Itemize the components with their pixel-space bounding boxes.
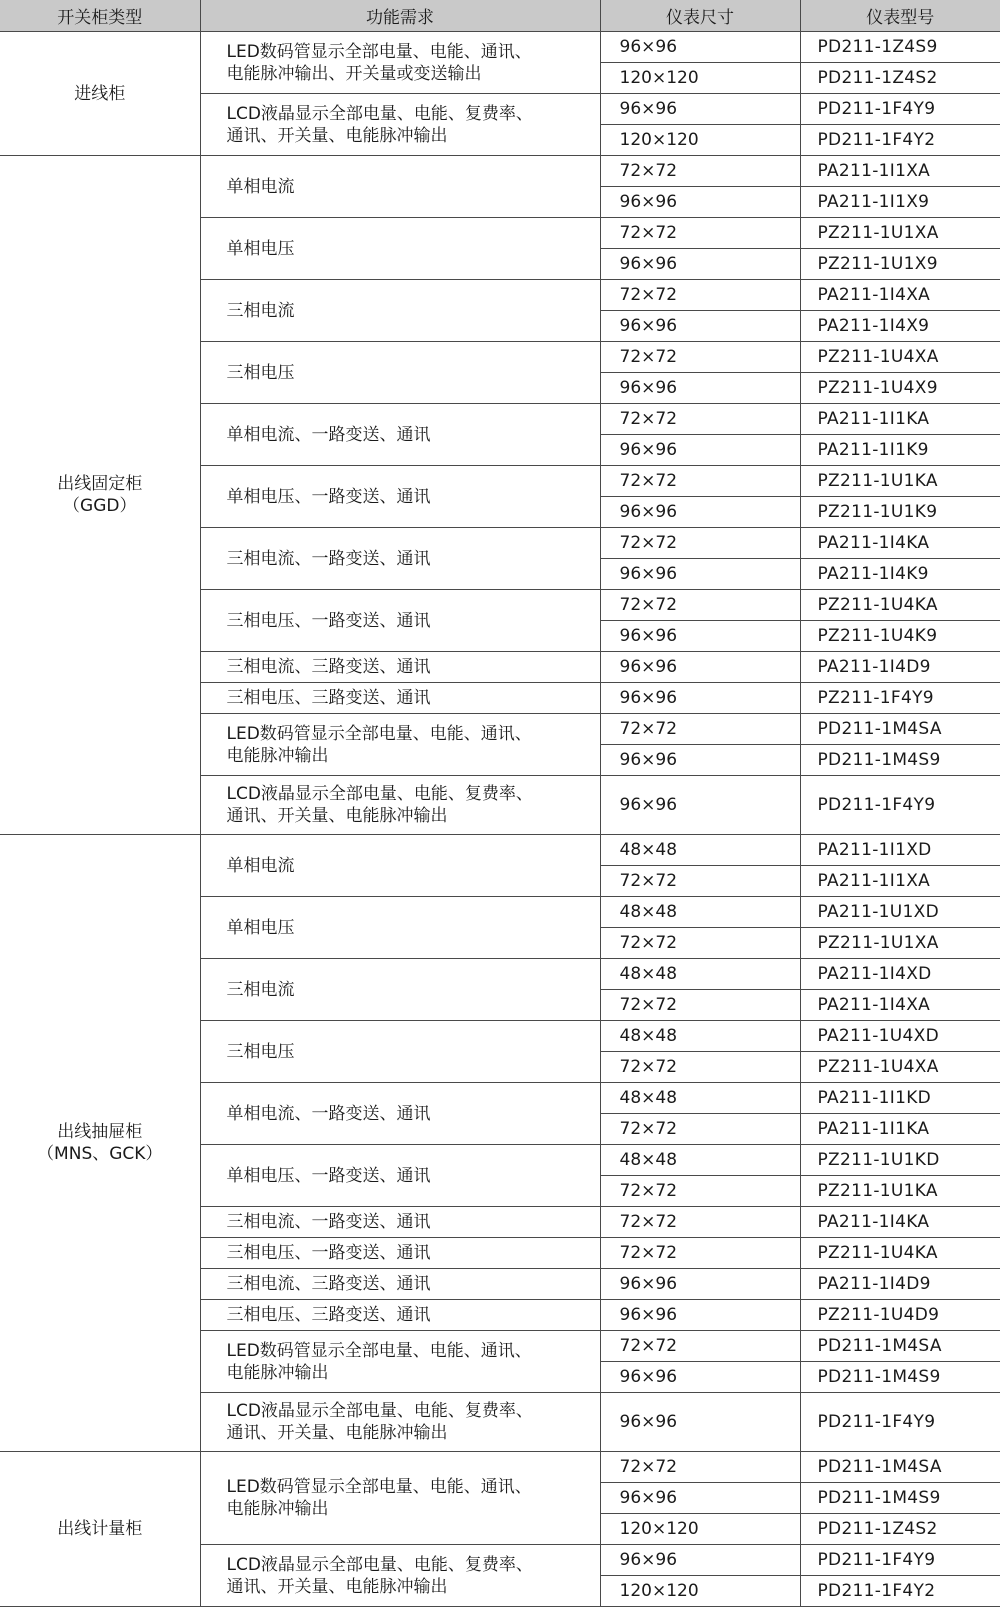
meter-size-cell: 72×72 — [600, 1452, 800, 1483]
meter-model-cell: PA211-1I1XD — [800, 835, 1000, 866]
meter-model-cell: PZ211-1U4X9 — [800, 373, 1000, 404]
function-cell: LED数码管显示全部电量、电能、通讯、电能脉冲输出、开关量或变送输出 — [200, 32, 600, 94]
function-cell: 三相电流、一路变送、通讯 — [200, 1207, 600, 1238]
meter-size-cell: 96×96 — [600, 745, 800, 776]
meter-model-cell: PD211-1Z4S2 — [800, 1514, 1000, 1545]
meter-size-cell: 96×96 — [600, 1269, 800, 1300]
meter-size-cell: 72×72 — [600, 156, 800, 187]
function-cell: 三相电压、一路变送、通讯 — [200, 1238, 600, 1269]
meter-model-cell: PZ211-1U1XA — [800, 928, 1000, 959]
meter-model-cell: PZ211-1U1KD — [800, 1145, 1000, 1176]
meter-size-cell: 96×96 — [600, 373, 800, 404]
meter-model-cell: PD211-1F4Y2 — [800, 125, 1000, 156]
table-row — [0, 1452, 1000, 1483]
meter-size-cell: 96×96 — [600, 435, 800, 466]
meter-size-cell: 96×96 — [600, 249, 800, 280]
header-meter-size: 仪表尺寸 — [600, 0, 800, 32]
function-cell: 三相电压、一路变送、通讯 — [200, 590, 600, 652]
table-body — [0, 32, 1000, 1607]
meter-model-cell: PD211-1M4SA — [800, 1452, 1000, 1483]
meter-model-cell: PA211-1I4D9 — [800, 1269, 1000, 1300]
function-cell: 三相电压、三路变送、通讯 — [200, 683, 600, 714]
function-cell: 三相电流、一路变送、通讯 — [200, 528, 600, 590]
meter-model-cell: PA211-1I4XD — [800, 959, 1000, 990]
function-cell: 三相电流、三路变送、通讯 — [200, 652, 600, 683]
meter-size-cell: 72×72 — [600, 714, 800, 745]
meter-size-cell: 72×72 — [600, 928, 800, 959]
meter-model-cell: PA211-1I1KA — [800, 404, 1000, 435]
meter-model-cell: PD211-1F4Y9 — [800, 1393, 1000, 1452]
meter-size-cell: 72×72 — [600, 1331, 800, 1362]
table-row — [0, 32, 1000, 63]
meter-size-cell: 72×72 — [600, 342, 800, 373]
function-cell: LCD液晶显示全部电量、电能、复费率、通讯、开关量、电能脉冲输出 — [200, 94, 600, 156]
meter-size-cell: 48×48 — [600, 959, 800, 990]
meter-size-cell: 96×96 — [600, 311, 800, 342]
function-cell: 单相电流、一路变送、通讯 — [200, 404, 600, 466]
meter-size-cell: 72×72 — [600, 404, 800, 435]
meter-model-cell: PA211-1I1K9 — [800, 435, 1000, 466]
cabinet-type-cell: 进线柜 — [0, 32, 200, 156]
meter-size-cell: 96×96 — [600, 1545, 800, 1576]
meter-model-cell: PD211-1F4Y9 — [800, 94, 1000, 125]
meter-size-cell: 120×120 — [600, 1576, 800, 1607]
header-cabinet-type: 开关柜类型 — [0, 0, 200, 32]
meter-size-cell: 96×96 — [600, 1300, 800, 1331]
meter-size-cell: 48×48 — [600, 1021, 800, 1052]
meter-model-cell: PZ211-1U1X9 — [800, 249, 1000, 280]
meter-model-cell: PZ211-1U1KA — [800, 1176, 1000, 1207]
meter-model-cell: PZ211-1U4KA — [800, 590, 1000, 621]
meter-model-cell: PA211-1I1XA — [800, 866, 1000, 897]
meter-size-cell: 72×72 — [600, 990, 800, 1021]
meter-size-cell: 72×72 — [600, 1207, 800, 1238]
header-function: 功能需求 — [200, 0, 600, 32]
meter-size-cell: 72×72 — [600, 218, 800, 249]
table-row — [0, 835, 1000, 866]
function-cell: 单相电压、一路变送、通讯 — [200, 466, 600, 528]
meter-model-cell: PA211-1I1KD — [800, 1083, 1000, 1114]
meter-model-cell: PA211-1I1X9 — [800, 187, 1000, 218]
function-cell: LED数码管显示全部电量、电能、通讯、电能脉冲输出 — [200, 1331, 600, 1393]
meter-size-cell: 72×72 — [600, 1114, 800, 1145]
function-cell: 三相电压、三路变送、通讯 — [200, 1300, 600, 1331]
meter-size-cell: 72×72 — [600, 528, 800, 559]
header-meter-model: 仪表型号 — [800, 0, 1000, 32]
meter-size-cell: 96×96 — [600, 1362, 800, 1393]
function-cell: 单相电压 — [200, 218, 600, 280]
header-row — [0, 0, 1000, 32]
function-cell: 三相电压 — [200, 342, 600, 404]
meter-size-cell: 96×96 — [600, 94, 800, 125]
meter-model-cell: PD211-1F4Y9 — [800, 1545, 1000, 1576]
cabinet-type-cell: 出线固定柜 （GGD） — [0, 156, 200, 835]
meter-model-cell: PD211-1M4S9 — [800, 745, 1000, 776]
meter-model-cell: PD211-1Z4S2 — [800, 63, 1000, 94]
meter-model-cell: PZ211-1U4XA — [800, 1052, 1000, 1083]
meter-model-cell: PD211-1M4SA — [800, 714, 1000, 745]
meter-model-cell: PA211-1I4K9 — [800, 559, 1000, 590]
meter-size-cell: 96×96 — [600, 1393, 800, 1452]
meter-size-cell: 72×72 — [600, 466, 800, 497]
meter-size-cell: 48×48 — [600, 897, 800, 928]
function-cell: LCD液晶显示全部电量、电能、复费率、通讯、开关量、电能脉冲输出 — [200, 1545, 600, 1607]
meter-size-cell: 96×96 — [600, 683, 800, 714]
meter-model-cell: PZ211-1U1XA — [800, 218, 1000, 249]
meter-model-cell: PZ211-1U4D9 — [800, 1300, 1000, 1331]
meter-size-cell: 72×72 — [600, 280, 800, 311]
function-cell: LCD液晶显示全部电量、电能、复费率、通讯、开关量、电能脉冲输出 — [200, 1393, 600, 1452]
meter-size-cell: 48×48 — [600, 835, 800, 866]
meter-size-cell: 72×72 — [600, 1176, 800, 1207]
function-cell: 单相电流、一路变送、通讯 — [200, 1083, 600, 1145]
meter-model-cell: PD211-1Z4S9 — [800, 32, 1000, 63]
meter-model-cell: PA211-1I4XA — [800, 990, 1000, 1021]
meter-model-cell: PA211-1I4X9 — [800, 311, 1000, 342]
meter-size-cell: 72×72 — [600, 1052, 800, 1083]
meter-model-cell: PZ211-1U4KA — [800, 1238, 1000, 1269]
table-row — [0, 156, 1000, 187]
function-cell: LED数码管显示全部电量、电能、通讯、电能脉冲输出 — [200, 1452, 600, 1545]
meter-size-cell: 120×120 — [600, 63, 800, 94]
meter-size-cell: 72×72 — [600, 590, 800, 621]
meter-model-cell: PA211-1I1XA — [800, 156, 1000, 187]
function-cell: LED数码管显示全部电量、电能、通讯、电能脉冲输出 — [200, 714, 600, 776]
meter-size-cell: 96×96 — [600, 1483, 800, 1514]
meter-model-cell: PA211-1I4XA — [800, 280, 1000, 311]
meter-size-cell: 96×96 — [600, 497, 800, 528]
function-cell: 单相电压、一路变送、通讯 — [200, 1145, 600, 1207]
meter-model-cell: PZ211-1U4K9 — [800, 621, 1000, 652]
meter-size-cell: 72×72 — [600, 1238, 800, 1269]
meter-model-cell: PZ211-1U1KA — [800, 466, 1000, 497]
meter-model-cell: PD211-1F4Y9 — [800, 776, 1000, 835]
function-cell: 三相电压 — [200, 1021, 600, 1083]
meter-model-cell: PA211-1I1KA — [800, 1114, 1000, 1145]
function-cell: 单相电压 — [200, 897, 600, 959]
meter-model-cell: PA211-1U1XD — [800, 897, 1000, 928]
meter-model-cell: PD211-1F4Y2 — [800, 1576, 1000, 1607]
meter-size-cell: 120×120 — [600, 1514, 800, 1545]
function-cell: LCD液晶显示全部电量、电能、复费率、通讯、开关量、电能脉冲输出 — [200, 776, 600, 835]
meter-model-cell: PA211-1U4XD — [800, 1021, 1000, 1052]
cabinet-type-cell: 出线抽屉柜 （MNS、GCK） — [0, 835, 200, 1452]
meter-size-cell: 96×96 — [600, 559, 800, 590]
meter-size-cell: 120×120 — [600, 125, 800, 156]
function-cell: 三相电流 — [200, 959, 600, 1021]
meter-size-cell: 48×48 — [600, 1083, 800, 1114]
meter-size-cell: 96×96 — [600, 187, 800, 218]
meter-size-cell: 72×72 — [600, 866, 800, 897]
cabinet-type-cell: 出线计量柜 — [0, 1452, 200, 1607]
function-cell: 三相电流、三路变送、通讯 — [200, 1269, 600, 1300]
meter-model-cell: PD211-1M4SA — [800, 1331, 1000, 1362]
meter-model-cell: PD211-1M4S9 — [800, 1483, 1000, 1514]
meter-model-cell: PA211-1I4KA — [800, 1207, 1000, 1238]
meter-model-cell: PD211-1M4S9 — [800, 1362, 1000, 1393]
meter-size-cell: 48×48 — [600, 1145, 800, 1176]
meter-model-cell: PA211-1I4D9 — [800, 652, 1000, 683]
function-cell: 单相电流 — [200, 835, 600, 897]
function-cell: 单相电流 — [200, 156, 600, 218]
meter-model-cell: PA211-1I4KA — [800, 528, 1000, 559]
meter-model-cell: PZ211-1F4Y9 — [800, 683, 1000, 714]
meter-size-cell: 96×96 — [600, 652, 800, 683]
function-cell: 三相电流 — [200, 280, 600, 342]
meter-model-cell: PZ211-1U4XA — [800, 342, 1000, 373]
meter-size-cell: 96×96 — [600, 776, 800, 835]
meter-size-cell: 96×96 — [600, 621, 800, 652]
meter-size-cell: 96×96 — [600, 32, 800, 63]
meter-model-cell: PZ211-1U1K9 — [800, 497, 1000, 528]
